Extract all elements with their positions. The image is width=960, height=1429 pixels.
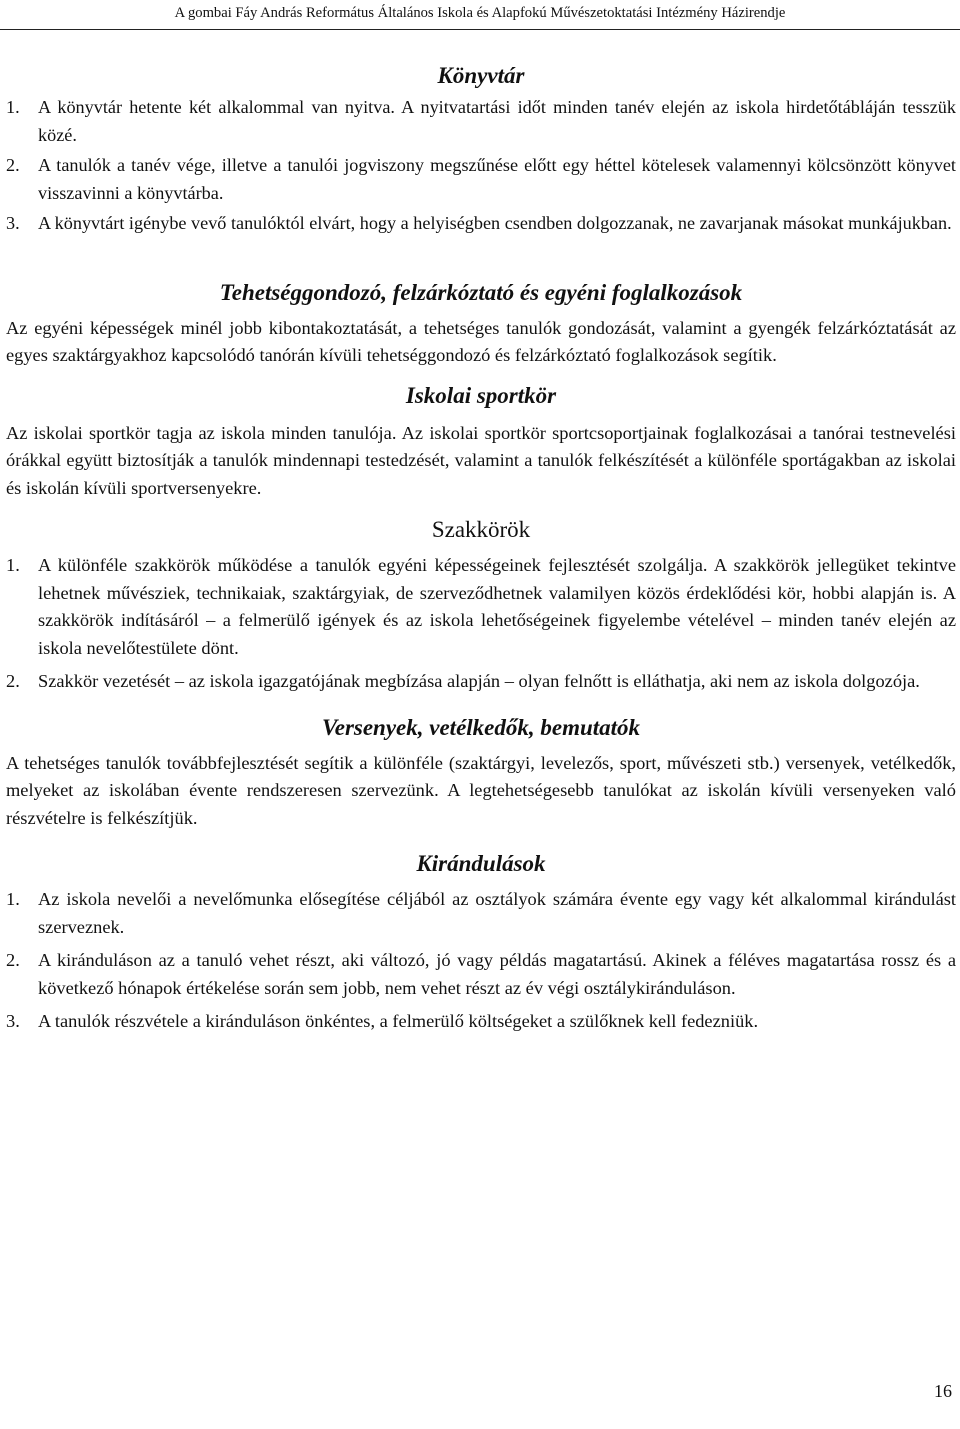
list-item-text: A tanulók a tanév vége, illetve a tanulói jogviszony megszűnése előtt egy héttel kötelesek valamennyi kölcsönzött könyvet visszavinni a könyvtárba.: [38, 155, 956, 203]
section-title-trips: Kirándulások: [416, 851, 546, 876]
list-item-text: A könyvtárt igénybe vevő tanulóktól elvárt, hogy a helyiségben csendben dolgozzanak, ne zavarjanak másokat munkájukban.: [38, 213, 952, 233]
section-title-competitions: Versenyek, vetélkedők, bemutatók: [321, 714, 641, 740]
list-item: [6, 152, 956, 207]
list-item-number: 1.: [6, 889, 20, 909]
talent-paragraph: Az egyéni képességek minél jobb kibontakoztatását, a tehetséges tanulók gondozását, valamint a gyengék felzárkóztatását az egyes szaktárgyakhoz kapcsolódó tanórán kívüli tehetséggondozó és felzárkóztató foglalkozások segítik.: [6, 317, 956, 365]
trips-list: [6, 886, 956, 1036]
sport-paragraph: Az iskolai sportkör tagja az iskola minden tanulója. Az iskolai sportkör sportcsoportjainak foglalkozásai a tanórai testnevelési órákkal együtt biztosítják a tanulók mindennapi testedzését, valamint a tanulók felkészítését a különféle sportágakban az iskolai és iskolán kívüli sportversenyekre.: [6, 422, 956, 498]
section-title-clubs: Szakkörök: [431, 517, 531, 542]
list-item-text: Szakkör vezetését – az iskola igazgatójának megbízása alapján – olyan felnőtt is elláthatja, aki nem az iskola dolgozója.: [38, 671, 920, 691]
list-item-number: 2.: [6, 155, 20, 175]
section-title-talent: Tehetséggondozó, felzárkóztató és egyéni foglalkozások: [219, 279, 743, 305]
competitions-paragraph: A tehetséges tanulók továbbfejlesztését segítik a különféle (szaktárgyi, levelezős, sport, művészeti stb.) versenyek, vetélkedők, melyeket az iskolában évente rendszeresen szervezünk. A legtehetségesebb tanulókat az iskolán kívüli versenyeken való részvételre is felkészítjük.: [6, 752, 956, 828]
section-title-sport: Iskolai sportkör: [405, 382, 557, 408]
library-rules-list: [6, 94, 956, 238]
clubs-list: [6, 552, 956, 696]
list-item: [6, 552, 956, 662]
list-item: [6, 94, 956, 149]
list-item-number: 2.: [6, 950, 20, 970]
list-item-number: 1.: [6, 555, 20, 575]
list-item-text: Az iskola nevelői a nevelőmunka elősegítése céljából az osztályok számára évente egy vagy két alkalommal kirándulást szerveznek.: [38, 889, 956, 937]
running-header: A gombai Fáy András Református Általános Iskola és Alapfokú Művészetoktatási Intézmény Házirendje: [174, 5, 786, 21]
list-item-number: 1.: [6, 97, 20, 117]
list-item-number: 3.: [6, 213, 20, 233]
list-item-text: A tanulók részvétele a kiránduláson önkéntes, a felmerülő költségeket a szülőknek kell fedezniük.: [38, 1011, 759, 1031]
list-item: [6, 1008, 956, 1036]
list-item-text: A kiránduláson az a tanuló vehet részt, aki változó, jó vagy példás magatartású. Akinek a féléves magatartása rossz és a következő hónapok értékelése során sem jobb, nem vehet részt az év végi osztálykiránduláson.: [38, 950, 956, 998]
header-rule: [0, 29, 960, 30]
section-title-library: Könyvtár: [437, 63, 525, 88]
list-item-number: 2.: [6, 671, 20, 691]
list-item-number: 3.: [6, 1011, 20, 1031]
list-item: [6, 886, 956, 941]
list-item: [6, 947, 956, 1002]
list-item: [6, 668, 956, 696]
page-content: [6, 60, 956, 1042]
list-item-text: A különféle szakkörök működése a tanulók egyéni képességeinek fejlesztését szolgálja. A szakkörök jellegüket tekintve lehetnek művésziek, technikaiak, szaktárgyiak, de szerveződhetnek valamilyen közös érdeklődési kör, hobbi alapján is. A szakkörök indításáról – a felmerülő igények és az iskola lehetőségeinek figyelembe vételével – minden tanév elején az iskola nevelőtestülete dönt.: [38, 555, 956, 658]
page-number: 16: [934, 1381, 952, 1401]
list-item-text: A könyvtár hetente két alkalommal van nyitva. A nyitvatartási időt minden tanév elején az iskola hirdetőtábláján tesszük közé.: [38, 97, 956, 145]
list-item: [6, 210, 956, 238]
